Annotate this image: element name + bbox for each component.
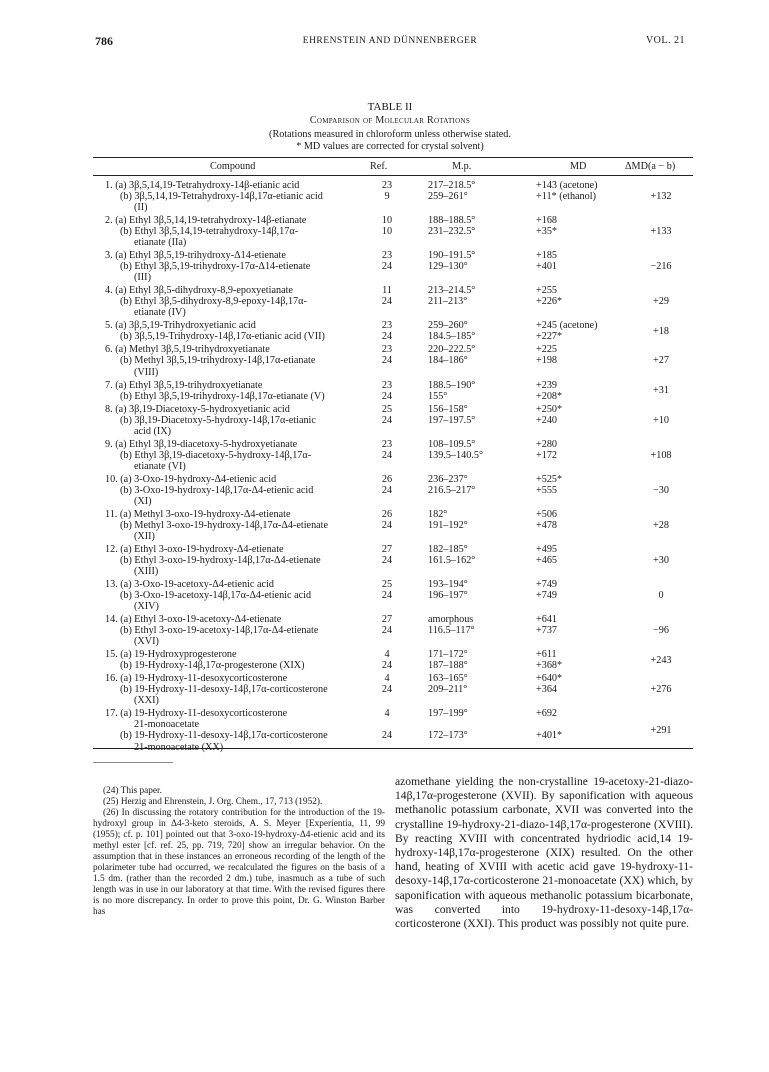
footnote-24: (24) This paper.	[103, 786, 162, 796]
table-cell-delta-md: −96	[653, 625, 669, 637]
table-cell-md: +198	[536, 355, 558, 367]
table-cell-ref: 24	[381, 449, 393, 461]
table-cell-mp: 259–261°	[428, 191, 468, 203]
table-cell-mp: 197–197.5°	[428, 414, 476, 426]
table-cell-compound: (b) 19-Hydroxy-11-desoxy-14β,17α-corticosterone	[120, 730, 328, 742]
table-cell-compound: (XVI)	[134, 636, 159, 648]
table-cell-compound: (XIV)	[134, 601, 159, 613]
table-cell-mp: 217–218.5°	[428, 180, 476, 191]
table-cell-mp: 216.5–217°	[428, 484, 476, 496]
table-cell-ref: 9	[384, 191, 390, 203]
table-cell-delta-md: +291	[650, 724, 672, 736]
table-cell-mp: 139.5–140.5°	[428, 449, 484, 461]
table-cell-ref: 24	[381, 519, 393, 531]
volume-label: VOL. 21	[645, 35, 685, 46]
table-cell-md: +478	[536, 519, 558, 531]
col-header-ref: Ref.	[370, 161, 388, 172]
table-cell-compound: (II)	[134, 202, 148, 214]
table-cell-mp: 171–172°	[428, 649, 468, 661]
table-cell-compound: (b) 3β,19-Diacetoxy-5-hydroxy-14β,17α-etianic	[120, 414, 316, 426]
table-cell-compound: (XII)	[134, 530, 155, 542]
table-cell-compound: (b) Methyl 3-oxo-19-hydroxy-14β,17α-Δ4-etienate	[120, 519, 329, 531]
table-cell-ref: 4	[384, 649, 390, 661]
table-cell-md: +401	[536, 261, 558, 273]
table-cell-ref: 25	[381, 579, 393, 590]
table-cell-ref: 26	[381, 508, 393, 520]
table-cell-compound: etianate (IV)	[134, 307, 186, 319]
table-cell-delta-md: +18	[653, 325, 669, 337]
table-cell-ref: 24	[381, 660, 393, 672]
table-cell-compound: 13. (a) 3-Oxo-19-acetoxy-Δ4-etienic acid	[105, 579, 274, 590]
table-cell-delta-md: +133	[650, 226, 672, 238]
table-cell-mp: 182–185°	[428, 543, 468, 555]
table-cell-mp: 116.5–117°	[428, 625, 475, 637]
table-cell-md: +245 (acetone)	[536, 320, 598, 332]
table-cell-compound: 17. (a) 19-Hydroxy-11-desoxycorticosterone	[105, 708, 288, 720]
table-cell-compound: 8. (a) 3β,19-Diacetoxy-5-hydroxyetianic acid	[105, 403, 290, 415]
table-cell-md: +749	[536, 579, 558, 590]
table-cell-compound: 11. (a) Methyl 3-oxo-19-hydroxy-Δ4-etienate	[105, 508, 291, 520]
footnote-rule	[93, 762, 173, 763]
table-cell-compound: (b) 3β,5,14,19-Tetrahydroxy-14β,17α-etianic acid	[120, 191, 323, 203]
table-cell-compound: 2. (a) Ethyl 3β,5,14,19-tetrahydroxy-14β-etianate	[105, 215, 307, 227]
footnotes	[93, 774, 385, 918]
table-cell-ref: 11	[382, 285, 392, 297]
table-cell-md: +280	[536, 438, 558, 450]
table-cell-mp: 259–260°	[428, 320, 468, 332]
table-cell-mp: 209–211°	[428, 684, 468, 696]
table-cell-delta-md: +276	[650, 684, 672, 696]
table-header-rule	[93, 175, 693, 176]
table-cell-compound: (XIII)	[134, 566, 159, 578]
table-cell-compound: (VIII)	[134, 366, 159, 378]
table-cell-compound: etianate (VI)	[134, 460, 186, 472]
table-cell-ref: 10	[381, 226, 393, 238]
table-cell-compound: 3. (a) Ethyl 3β,5,19-trihydroxy-Δ14-etienate	[105, 250, 286, 262]
table-cell-delta-md: +28	[653, 519, 669, 531]
table-cell-md: +250*	[536, 403, 563, 415]
table-cell-ref: 23	[381, 320, 393, 332]
table-cell-delta-md: +30	[653, 554, 669, 566]
table-cell-delta-md: +243	[650, 654, 672, 666]
table-cell-md: +143 (acetone)	[536, 180, 598, 191]
table-cell-mp: 231–232.5°	[428, 226, 476, 238]
table-cell-mp: amorphous	[428, 614, 474, 626]
table-top-rule	[93, 157, 693, 158]
table-cell-md: +495	[536, 543, 558, 555]
table-cell-compound: (b) Ethyl 3β,5,19-trihydroxy-17α-Δ14-etienate	[120, 261, 311, 273]
page-number: 786	[95, 34, 113, 48]
table-cell-compound: (b) Ethyl 3β,19-diacetoxy-5-hydroxy-14β,17α-	[120, 449, 312, 461]
table-cell-delta-md: +27	[653, 355, 669, 367]
table-cell-compound: 9. (a) Ethyl 3β,19-diacetoxy-5-hydroxyetianate	[105, 438, 298, 450]
table-cell-md: +611	[536, 649, 557, 661]
table-cell-md: +465	[536, 554, 558, 566]
table-cell-ref: 4	[384, 708, 390, 720]
table-cell-md: +401*	[536, 730, 563, 742]
table-cell-md: +185	[536, 250, 558, 262]
table-cell-mp: 188.5–190°	[428, 379, 476, 391]
body-paragraph: azomethane yielding the non-crystalline 19-acetoxy-21-diazo-14β,17α-progesterone (XVII). By saponification with aqueous methanolic potassium carbonate, XVII was converted into the crystalline 19-hydroxy-21-diazo-14β,17α-progesterone (XVIII). By reacting XVIII with concentrated hydriodic acid,14 19-hydroxy-14β,17α-progesterone (XIX) resulted. On the other hand, heating of XVIII with acetic acid gave 19-hydroxy-11-desoxy-14β,17α-corticosterone 21-monoacetate (XX) which, by saponification with aqueous methanolic potassium bicarbonate, was converted into 19-hydroxy-11-desoxy-14β,17α-corticosterone (XXI). This product was possibly not quite pure.	[395, 775, 693, 931]
table-cell-delta-md: +31	[653, 385, 669, 397]
table-cell-compound: (III)	[134, 272, 151, 284]
footnote-26: (26) In discussing the rotatory contribution for the introduction of the 19-hydroxyl group in Δ4-3-keto steroids, A. S. Meyer [Experientia, 11, 99 (1955); cf. p. 101] pointed out that 3-oxo-19-hydroxy-Δ4-etienic acid and its methyl ester [cf. ref. 25, pp. 719, 720] show an irregular behavior. On the assumption that in these instances an erroneous recording of the length of the polarimeter tube had occurred, we recalculated the figures on the basis of a 1.5 dm. (rather than the recorded 2 dm.) tube, inasmuch as a tube of such length was in use in our laboratory at that time. With the revised figures there is no more discrepancy. In order to prove this point, Dr. G. Winston Barber has	[93, 808, 385, 917]
table-cell-mp: 182°	[428, 508, 448, 520]
table-cell-mp: 184.5–185°	[428, 331, 476, 343]
table-cell-mp: 172–173°	[428, 730, 468, 742]
table-cell-ref: 10	[381, 215, 393, 227]
table-cell-compound: 7. (a) Ethyl 3β,5,19-trihydroxyetianate	[105, 379, 263, 391]
table-cell-compound: 5. (a) 3β,5,19-Trihydroxyetianic acid	[105, 320, 256, 332]
table-cell-md: +227*	[536, 331, 563, 343]
table-cell-delta-md: 0	[658, 590, 664, 602]
table-cell-compound: 16. (a) 19-Hydroxy-11-desoxycorticosterone	[105, 673, 288, 685]
table-title: Comparison of Molecular Rotations	[309, 115, 471, 126]
table-cell-mp: 163–165°	[428, 673, 468, 685]
table-cell-md: +506	[536, 508, 558, 520]
col-header-delta-md: ΔMD(a − b)	[625, 161, 676, 172]
table-cell-mp: 161.5–162°	[428, 554, 476, 566]
table-cell-ref: 24	[381, 414, 393, 426]
table-cell-compound: 14. (a) Ethyl 3-oxo-19-acetoxy-Δ4-etienate	[105, 614, 282, 626]
table-cell-mp: 188–188.5°	[428, 215, 476, 227]
table-cell-mp: 156–158°	[428, 403, 468, 415]
table-cell-md: +692	[536, 708, 558, 720]
table-cell-delta-md: −30	[653, 484, 669, 496]
table-cell-compound: (b) Ethyl 3-oxo-19-hydroxy-14β,17α-Δ4-etienate	[120, 554, 321, 566]
table-cell-mp: 187–188°	[428, 660, 468, 672]
table-cell-ref: 24	[381, 625, 393, 637]
table-cell-mp: 108–109.5°	[428, 438, 476, 450]
table-cell-delta-md: +108	[650, 449, 672, 461]
table-cell-ref: 24	[381, 261, 393, 273]
table-cell-mp: 184–186°	[428, 355, 468, 367]
table-cell-md: +172	[536, 449, 558, 461]
table-cell-ref: 24	[381, 730, 393, 742]
table-cell-compound: 12. (a) Ethyl 3-oxo-19-hydroxy-Δ4-etienate	[105, 543, 284, 555]
table-cell-mp: 236–237°	[428, 473, 468, 485]
table-cell-compound: 10. (a) 3-Oxo-19-hydroxy-Δ4-etienic acid	[105, 473, 277, 485]
table-note-1: (Rotations measured in chloroform unless otherwise stated.	[269, 129, 511, 140]
table-cell-compound: 4. (a) Ethyl 3β,5-dihydroxy-8,9-epoxyetianate	[105, 285, 293, 297]
table-cell-mp: 211–213°	[428, 296, 468, 308]
table-cell-ref: 4	[384, 673, 390, 685]
table-cell-compound: (XI)	[134, 495, 152, 507]
footnote-25: (25) Herzig and Ehrenstein, J. Org. Chem., 17, 713 (1952).	[103, 797, 323, 807]
table-cell-compound: (b) 3-Oxo-19-acetoxy-14β,17α-Δ4-etienic acid	[120, 590, 312, 602]
table-cell-md: +255	[536, 285, 558, 297]
table-cell-compound: (b) Ethyl 3-oxo-19-acetoxy-14β,17α-Δ4-etienate	[120, 625, 319, 637]
table-cell-mp: 196–197°	[428, 590, 468, 602]
table-cell-compound: 1. (a) 3β,5,14,19-Tetrahydroxy-14β-etianic acid	[105, 180, 300, 191]
table-cell-md: +737	[536, 625, 558, 637]
table-cell-ref: 23	[381, 438, 393, 450]
table-cell-md: +641	[536, 614, 558, 626]
table-cell-compound: 15. (a) 19-Hydroxyprogesterone	[105, 649, 237, 661]
table-cell-delta-md: +10	[653, 414, 669, 426]
table-cell-ref: 24	[381, 296, 393, 308]
col-header-compound: Compound	[210, 161, 256, 172]
table-cell-compound: (b) 3β,5,19-Trihydroxy-14β,17α-etianic acid (VII)	[120, 331, 325, 343]
table-cell-mp: 129–130°	[428, 261, 468, 273]
table-cell-delta-md: +29	[653, 296, 669, 308]
table-cell-compound: 6. (a) Methyl 3β,5,19-trihydroxyetianate	[105, 344, 270, 356]
table-cell-md: +364	[536, 684, 558, 696]
table-cell-ref: 25	[381, 403, 393, 415]
table-cell-mp: 197–199°	[428, 708, 468, 720]
table-cell-delta-md: −216	[650, 261, 672, 273]
table-cell-ref: 24	[381, 554, 393, 566]
table-cell-compound: (b) Methyl 3β,5,19-trihydroxy-14β,17α-etianate	[120, 355, 316, 367]
table-cell-mp: 191–192°	[428, 519, 468, 531]
table-cell-ref: 24	[381, 684, 393, 696]
table-cell-compound: (XXI)	[134, 695, 159, 707]
table-cell-compound: (b) Ethyl 3β,5,14,19-tetrahydroxy-14β,17α-	[120, 226, 299, 238]
table-cell-compound: (b) 19-Hydroxy-11-desoxy-14β,17α-corticosterone	[120, 684, 328, 696]
table-cell-mp: 213–214.5°	[428, 285, 476, 297]
table-cell-compound: etianate (IIa)	[134, 237, 187, 249]
table-cell-compound: (b) 3-Oxo-19-hydroxy-14β,17α-Δ4-etienic acid	[120, 484, 314, 496]
table-cell-mp: 155°	[428, 390, 448, 402]
table-cell-mp: 220–222.5°	[428, 344, 476, 356]
table-cell-compound: 21-monoacetate (XX)	[134, 741, 224, 753]
table-cell-ref: 24	[381, 390, 393, 402]
col-header-md: MD	[570, 161, 587, 172]
table-bottom-rule	[93, 748, 693, 749]
col-header-mp: M.p.	[452, 161, 472, 172]
table-cell-ref: 23	[381, 344, 393, 356]
table-cell-compound: (b) Ethyl 3β,5-dihydroxy-8,9-epoxy-14β,17α-	[120, 296, 307, 308]
table-cell-md: +239	[536, 379, 558, 391]
table-cell-ref: 24	[381, 355, 393, 367]
table-cell-md: +555	[536, 484, 558, 496]
table-cell-ref: 27	[381, 614, 393, 626]
table-label: TABLE II	[367, 101, 413, 113]
table-cell-ref: 23	[381, 180, 393, 191]
table-cell-ref: 24	[381, 484, 393, 496]
table-cell-mp: 193–194°	[428, 579, 468, 590]
table-cell-compound: acid (IX)	[134, 425, 172, 437]
table-cell-md: +208*	[536, 390, 563, 402]
table-cell-md: +749	[536, 590, 558, 602]
table-cell-md: +368*	[536, 660, 563, 672]
table-cell-md: +168	[536, 215, 558, 227]
table-note-2: * MD values are corrected for crystal solvent)	[296, 141, 484, 152]
table-cell-ref: 27	[381, 543, 393, 555]
table-cell-mp: 190–191.5°	[428, 250, 476, 262]
table-cell-ref: 26	[381, 473, 393, 485]
table-cell-ref: 24	[381, 331, 393, 343]
table-cell-compound: (b) Ethyl 3β,5,19-trihydroxy-14β,17α-etianate (V)	[120, 390, 325, 402]
table-cell-delta-md: +132	[650, 191, 672, 203]
table-cell-ref: 23	[381, 379, 393, 391]
table-cell-ref: 24	[381, 590, 393, 602]
table-cell-ref: 23	[381, 250, 393, 262]
table-cell-md: +640*	[536, 673, 563, 685]
table-cell-compound: (b) 19-Hydroxy-14β,17α-progesterone (XIX)	[120, 660, 305, 672]
running-title: EHRENSTEIN AND DÜNNENBERGER	[302, 36, 478, 46]
table-cell-compound: 21-monoacetate	[134, 719, 200, 731]
table-cell-md: +525*	[536, 473, 563, 485]
table-cell-md: +35*	[536, 226, 558, 238]
table-cell-md: +240	[536, 414, 558, 426]
table-cell-md: +226*	[536, 296, 563, 308]
table-cell-md: +11* (ethanol)	[536, 191, 596, 203]
table-cell-md: +225	[536, 344, 558, 356]
